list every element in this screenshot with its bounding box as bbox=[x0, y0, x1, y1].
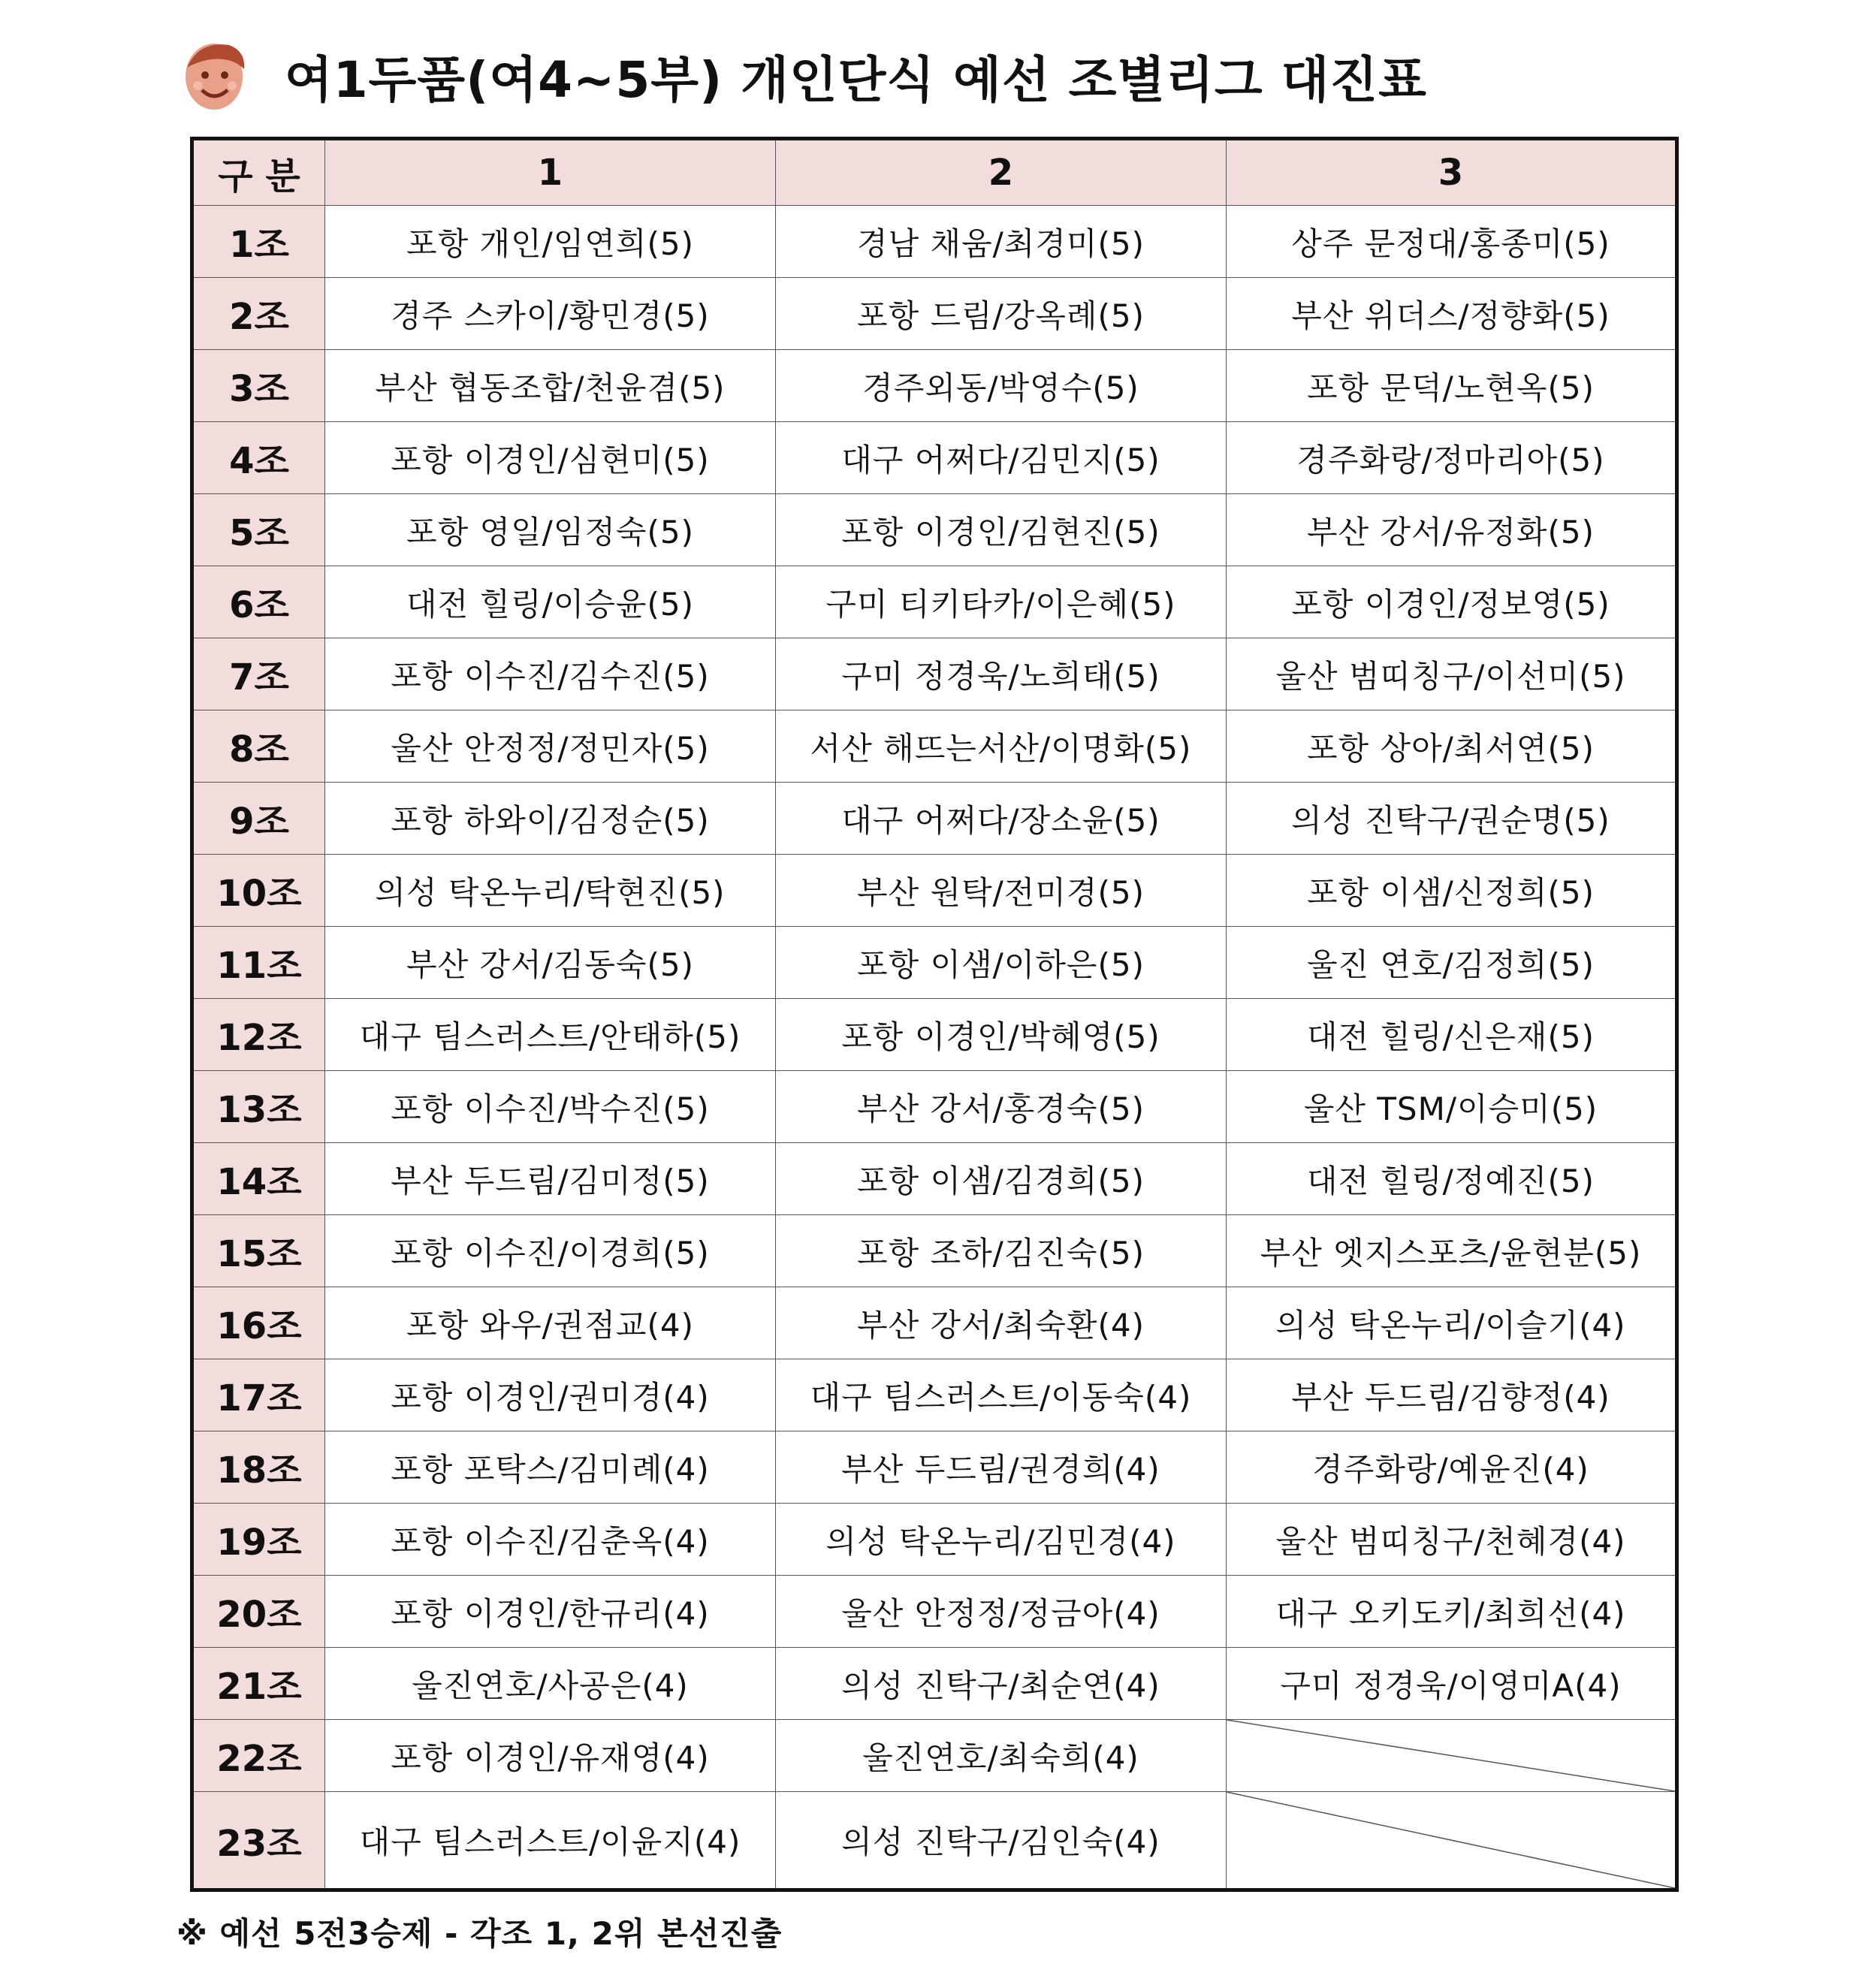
header-cell-3: 3 bbox=[1227, 139, 1677, 206]
player-entry: 의성 탁온누리/탁현진(5) bbox=[325, 855, 776, 927]
table-row bbox=[192, 783, 1677, 855]
player-entry: 포항 드림/강옥례(5) bbox=[776, 278, 1227, 350]
table-row bbox=[192, 1792, 1677, 1890]
group-label: 6조 bbox=[192, 566, 325, 638]
group-label: 4조 bbox=[192, 422, 325, 494]
player-entry: 포항 이경인/심현미(5) bbox=[325, 422, 776, 494]
diagonal-slash-icon bbox=[1227, 1720, 1675, 1791]
group-label: 17조 bbox=[192, 1359, 325, 1431]
header-cell-division: 구 분 bbox=[192, 139, 325, 206]
group-label: 2조 bbox=[192, 278, 325, 350]
player-entry: 포항 상아/최서연(5) bbox=[1227, 710, 1677, 783]
player-entry: 부산 원탁/전미경(5) bbox=[776, 855, 1227, 927]
player-entry: 포항 이수진/김수진(5) bbox=[325, 638, 776, 710]
group-label: 12조 bbox=[192, 999, 325, 1071]
player-entry: 대구 팀스러스트/이윤지(4) bbox=[325, 1792, 776, 1890]
player-entry: 의성 진탁구/김인숙(4) bbox=[776, 1792, 1227, 1890]
player-entry: 경주 스카이/황민경(5) bbox=[325, 278, 776, 350]
group-label: 5조 bbox=[192, 494, 325, 566]
player-entry: 부산 두드림/권경희(4) bbox=[776, 1431, 1227, 1504]
player-entry: 울진연호/사공은(4) bbox=[325, 1648, 776, 1720]
table-row bbox=[192, 566, 1677, 638]
player-entry: 대구 어쩌다/장소윤(5) bbox=[776, 783, 1227, 855]
group-label: 18조 bbox=[192, 1431, 325, 1504]
player-entry: 포항 이샘/김경희(5) bbox=[776, 1143, 1227, 1215]
table-row bbox=[192, 638, 1677, 710]
table-row bbox=[192, 494, 1677, 566]
player-entry: 서산 해뜨는서산/이명화(5) bbox=[776, 710, 1227, 783]
group-label: 3조 bbox=[192, 350, 325, 422]
table-row bbox=[192, 1576, 1677, 1648]
player-entry: 대구 팀스러스트/이동숙(4) bbox=[776, 1359, 1227, 1431]
group-label: 21조 bbox=[192, 1648, 325, 1720]
player-entry: 포항 이경인/유재영(4) bbox=[325, 1720, 776, 1792]
player-entry: 포항 이경인/권미경(4) bbox=[325, 1359, 776, 1431]
group-label: 23조 bbox=[192, 1792, 325, 1890]
player-entry: 포항 조하/김진숙(5) bbox=[776, 1215, 1227, 1287]
player-entry: 울산 범띠칭구/이선미(5) bbox=[1227, 638, 1677, 710]
table-row bbox=[192, 206, 1677, 278]
group-label: 20조 bbox=[192, 1576, 325, 1648]
player-entry: 포항 영일/임정숙(5) bbox=[325, 494, 776, 566]
player-entry: 부산 두드림/김미정(5) bbox=[325, 1143, 776, 1215]
player-entry: 포항 하와이/김정순(5) bbox=[325, 783, 776, 855]
player-entry: 울산 범띠칭구/천혜경(4) bbox=[1227, 1504, 1677, 1576]
player-entry: 부산 위더스/정향화(5) bbox=[1227, 278, 1677, 350]
player-entry: 포항 개인/임연희(5) bbox=[325, 206, 776, 278]
table-row bbox=[192, 1071, 1677, 1143]
player-entry: 경주화랑/정마리아(5) bbox=[1227, 422, 1677, 494]
player-entry: 울산 안정정/정금아(4) bbox=[776, 1576, 1227, 1648]
group-label: 19조 bbox=[192, 1504, 325, 1576]
header-cell-1: 1 bbox=[325, 139, 776, 206]
player-entry: 경주화랑/예윤진(4) bbox=[1227, 1431, 1677, 1504]
group-label: 22조 bbox=[192, 1720, 325, 1792]
group-label: 11조 bbox=[192, 927, 325, 999]
player-entry: 부산 협동조합/천윤겸(5) bbox=[325, 350, 776, 422]
header bbox=[177, 23, 1427, 128]
player-entry: 포항 이경인/박혜영(5) bbox=[776, 999, 1227, 1071]
player-entry: 부산 강서/김동숙(5) bbox=[325, 927, 776, 999]
smiling-face-icon bbox=[177, 38, 252, 113]
player-entry: 울산 안정정/정민자(5) bbox=[325, 710, 776, 783]
player-entry: 포항 이수진/박수진(5) bbox=[325, 1071, 776, 1143]
player-entry: 부산 강서/유정화(5) bbox=[1227, 494, 1677, 566]
group-label: 1조 bbox=[192, 206, 325, 278]
header-row bbox=[192, 139, 1677, 206]
player-entry: 부산 강서/최숙환(4) bbox=[776, 1287, 1227, 1359]
player-entry: 구미 티키타카/이은혜(5) bbox=[776, 566, 1227, 638]
table-row bbox=[192, 1648, 1677, 1720]
player-entry: 포항 이샘/이하은(5) bbox=[776, 927, 1227, 999]
player-entry: 부산 엣지스포츠/윤현분(5) bbox=[1227, 1215, 1677, 1287]
table-row bbox=[192, 1359, 1677, 1431]
group-label: 10조 bbox=[192, 855, 325, 927]
table-row bbox=[192, 1720, 1677, 1792]
empty-slot bbox=[1227, 1792, 1677, 1890]
table-row bbox=[192, 1143, 1677, 1215]
player-entry: 포항 와우/권점교(4) bbox=[325, 1287, 776, 1359]
group-label: 8조 bbox=[192, 710, 325, 783]
page-title: 여1두품(여4~5부) 개인단식 예선 조별리그 대진표 bbox=[285, 50, 1427, 109]
player-entry: 경주외동/박영수(5) bbox=[776, 350, 1227, 422]
empty-slot bbox=[1227, 1720, 1677, 1792]
group-label: 9조 bbox=[192, 783, 325, 855]
player-entry: 구미 정경욱/노희태(5) bbox=[776, 638, 1227, 710]
player-entry: 포항 이샘/신정희(5) bbox=[1227, 855, 1677, 927]
table-row bbox=[192, 422, 1677, 494]
table-row bbox=[192, 1504, 1677, 1576]
table-row bbox=[192, 855, 1677, 927]
table-row bbox=[192, 710, 1677, 783]
table-row bbox=[192, 1287, 1677, 1359]
player-entry: 경남 채움/최경미(5) bbox=[776, 206, 1227, 278]
player-entry: 의성 진탁구/최순연(4) bbox=[776, 1648, 1227, 1720]
group-label: 15조 bbox=[192, 1215, 325, 1287]
player-entry: 대구 팀스러스트/안태하(5) bbox=[325, 999, 776, 1071]
table-row bbox=[192, 927, 1677, 999]
player-entry: 포항 이수진/김춘옥(4) bbox=[325, 1504, 776, 1576]
player-entry: 상주 문정대/홍종미(5) bbox=[1227, 206, 1677, 278]
group-label: 16조 bbox=[192, 1287, 325, 1359]
table-row bbox=[192, 1215, 1677, 1287]
table-row bbox=[192, 350, 1677, 422]
player-entry: 포항 포탁스/김미례(4) bbox=[325, 1431, 776, 1504]
player-entry: 포항 이경인/정보영(5) bbox=[1227, 566, 1677, 638]
player-entry: 부산 강서/홍경숙(5) bbox=[776, 1071, 1227, 1143]
player-entry: 포항 이경인/김현진(5) bbox=[776, 494, 1227, 566]
player-entry: 대구 어쩌다/김민지(5) bbox=[776, 422, 1227, 494]
player-entry: 포항 문덕/노현옥(5) bbox=[1227, 350, 1677, 422]
player-entry: 의성 진탁구/권순명(5) bbox=[1227, 783, 1677, 855]
group-label: 13조 bbox=[192, 1071, 325, 1143]
table-row bbox=[192, 278, 1677, 350]
player-entry: 대전 힐링/신은재(5) bbox=[1227, 999, 1677, 1071]
footnote: ※ 예선 5전3승제 - 각조 1, 2위 본선진출 bbox=[177, 1915, 783, 1952]
player-entry: 의성 탁온누리/이슬기(4) bbox=[1227, 1287, 1677, 1359]
player-entry: 구미 정경욱/이영미A(4) bbox=[1227, 1648, 1677, 1720]
player-entry: 의성 탁온누리/김민경(4) bbox=[776, 1504, 1227, 1576]
bracket-table bbox=[190, 137, 1679, 1892]
player-entry: 울진연호/최숙희(4) bbox=[776, 1720, 1227, 1792]
player-entry: 대전 힐링/정예진(5) bbox=[1227, 1143, 1677, 1215]
table-row bbox=[192, 1431, 1677, 1504]
group-label: 7조 bbox=[192, 638, 325, 710]
player-entry: 울산 TSM/이승미(5) bbox=[1227, 1071, 1677, 1143]
player-entry: 울진 연호/김정희(5) bbox=[1227, 927, 1677, 999]
table-row bbox=[192, 999, 1677, 1071]
diagonal-slash-icon bbox=[1227, 1792, 1675, 1888]
header-cell-2: 2 bbox=[776, 139, 1227, 206]
player-entry: 포항 이경인/한규리(4) bbox=[325, 1576, 776, 1648]
player-entry: 포항 이수진/이경희(5) bbox=[325, 1215, 776, 1287]
player-entry: 대구 오키도키/최희선(4) bbox=[1227, 1576, 1677, 1648]
group-label: 14조 bbox=[192, 1143, 325, 1215]
player-entry: 부산 두드림/김향정(4) bbox=[1227, 1359, 1677, 1431]
player-entry: 대전 힐링/이승윤(5) bbox=[325, 566, 776, 638]
